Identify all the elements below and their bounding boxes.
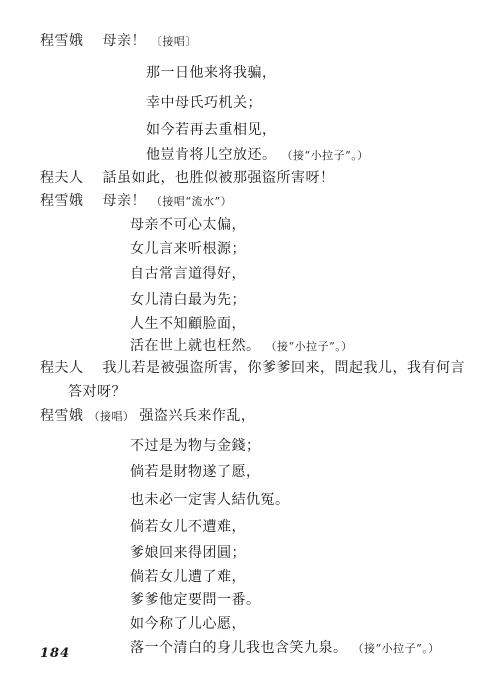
lyric-text: 落一个清白的身儿我也含笑九泉。	[130, 640, 348, 656]
dialogue-text: 母亲！	[102, 193, 146, 209]
lyric-text: 人生不知顧脸面，	[130, 316, 246, 332]
sung-line	[146, 147, 369, 164]
lyric-text: 女儿言来听根源；	[130, 241, 246, 257]
stage-direction: （接“小拉子”。）	[281, 149, 369, 162]
speaker-name: 程雪娥	[40, 193, 84, 209]
script-line	[40, 33, 197, 50]
speaker-name: 程雪娥	[40, 33, 84, 49]
sung-line	[130, 592, 261, 608]
lyric-text: 母亲不可心太偏，	[130, 217, 246, 233]
lyric-text: 女儿清白最为先；	[130, 292, 246, 308]
sung-line	[130, 492, 290, 508]
lyric-text: 倘若女儿遭了难，	[130, 569, 246, 585]
sung-line	[146, 122, 277, 138]
lyric-text: 如今称了儿心愿，	[130, 616, 246, 632]
lyric-text: 爹爹他定要問一番。	[130, 592, 261, 608]
sung-line	[130, 616, 246, 632]
lyric-text: 爹娘回来得团圓；	[130, 545, 246, 561]
sung-line	[130, 217, 246, 233]
lyric-text: 倘若是財物遂了愿，	[130, 464, 261, 480]
sung-line	[130, 464, 261, 480]
lyric-text: 不过是为物与金錢；	[130, 438, 261, 454]
sung-line	[130, 338, 353, 355]
continuation-line	[68, 384, 126, 400]
sung-line	[130, 292, 246, 308]
stage-direction: （接“小拉子”。）	[265, 340, 353, 353]
sung-line	[146, 65, 277, 81]
lyric-text: 强盗兴兵来作乱，	[139, 408, 256, 424]
sung-line	[146, 95, 262, 111]
lyric-text: 倘若女儿不遭难，	[130, 519, 246, 535]
lyric-text: 如今若再去重相见，	[146, 122, 277, 138]
stage-direction: 〔接唱〕	[150, 35, 197, 48]
lyric-text: 自古常言道得好，	[130, 266, 246, 282]
dialogue-text: 母亲！	[102, 33, 146, 49]
page-number: 184	[40, 646, 71, 661]
script-line	[40, 360, 465, 376]
sung-line	[130, 241, 246, 257]
speaker-name: 程夫人	[40, 170, 84, 186]
dialogue-text: 話虽如此，也胜似被那强盜所害呀！	[102, 170, 335, 186]
sung-line	[130, 438, 261, 454]
sung-line	[130, 519, 246, 535]
lyric-text: 他豈肯将儿空放还。	[146, 147, 277, 163]
sung-line	[130, 640, 440, 657]
lyric-text: 那一日他来将我骗，	[146, 65, 277, 81]
dialogue-text: 我儿若是被强盗所害，你爹爹回来，問起我儿，我有何言	[102, 360, 465, 376]
dialogue-text: 答对呀？	[68, 384, 126, 400]
script-line	[40, 408, 255, 425]
stage-direction: （接“小拉子”。）	[352, 642, 440, 655]
speaker-name: 程夫人	[40, 360, 84, 376]
sung-line	[130, 316, 246, 332]
stage-direction: （接唱“流水”）	[150, 195, 233, 208]
sung-line	[130, 545, 246, 561]
sung-line	[130, 569, 246, 585]
script-line	[40, 193, 232, 210]
lyric-text: 幸中母氏巧机关；	[146, 95, 262, 111]
sung-line	[130, 266, 246, 282]
lyric-text: 活在世上就也枉然。	[130, 338, 261, 354]
stage-direction: （接唱）	[88, 410, 135, 423]
script-line	[40, 170, 334, 186]
lyric-text: 也未必一定害人結仇冤。	[130, 492, 290, 508]
speaker-name: 程雪娥	[40, 408, 84, 424]
